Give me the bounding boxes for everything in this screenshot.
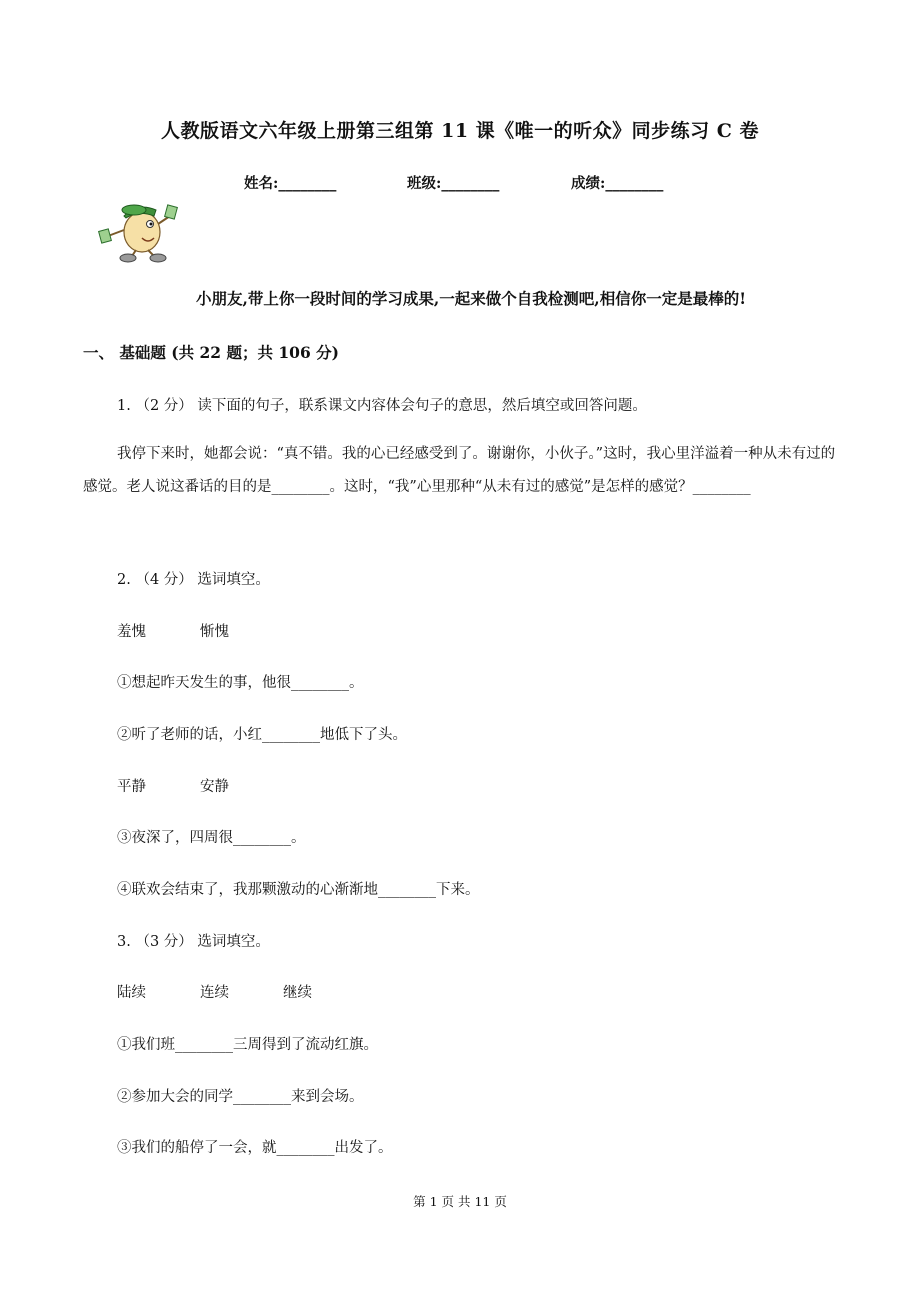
question-2-sentence-1: ①想起昨天发生的事，他很________。 (117, 675, 364, 691)
word-option: 惭愧 (200, 624, 229, 640)
question-3-sentence-1: ①我们班________三周得到了流动红旗。 (117, 1037, 378, 1053)
question-2-sentence-3: ③夜深了，四周很________。 (117, 830, 306, 846)
word-option: 连续 (200, 985, 229, 1001)
question-3-heading: 3. （3 分） 选词填空。 (117, 934, 270, 950)
word-option: 羞愧 (117, 624, 146, 640)
question-3-sentence-2: ②参加大会的同学________来到会场。 (117, 1089, 364, 1105)
score-field-label: 成绩:________ (571, 175, 664, 192)
page-footer: 第 1 页 共 11 页 (413, 1194, 507, 1209)
question-1-passage: 我停下来时，她都会说：“真不错。我的心已经感受到了。谢谢你，小伙子。”这时，我心里洋溢着一种从未有过的感觉。老人说这番话的目的是________。这时，“我”心里那种“从未有过的感觉”是怎样的感觉？________ (83, 446, 836, 495)
question-2-heading: 2. （4 分） 选词填空。 (117, 572, 270, 588)
question-2-word-options-2 (117, 775, 283, 796)
question-2-word-options-1 (117, 620, 283, 641)
word-option: 安静 (200, 779, 229, 795)
word-option: 平静 (117, 779, 146, 795)
class-field-label: 班级:________ (407, 175, 500, 192)
question-3-sentence-3: ③我们的船停了一会，就________出发了。 (117, 1140, 393, 1156)
name-field-label: 姓名:________ (244, 175, 337, 192)
word-option: 继续 (283, 985, 312, 1001)
page-title: 人教版语文六年级上册第三组第 11 课《唯一的听众》同步练习 C 卷 (160, 120, 760, 142)
encouragement-text: 小朋友,带上你一段时间的学习成果,一起来做个自我检测吧,相信你一定是最棒的! (196, 289, 746, 308)
section-heading: 一、 基础题 (共 22 题；共 106 分) (83, 343, 339, 362)
mascot-illustration (98, 198, 180, 264)
question-3-word-options (117, 981, 366, 1002)
question-1-heading: 1. （2 分） 读下面的句子，联系课文内容体会句子的意思，然后填空或回答问题。 (117, 398, 647, 414)
word-option: 陆续 (117, 985, 146, 1001)
question-2-sentence-4: ④联欢会结束了，我那颗激动的心渐渐地________下来。 (117, 882, 480, 898)
question-2-sentence-2: ②听了老师的话，小红________地低下了头。 (117, 727, 407, 743)
